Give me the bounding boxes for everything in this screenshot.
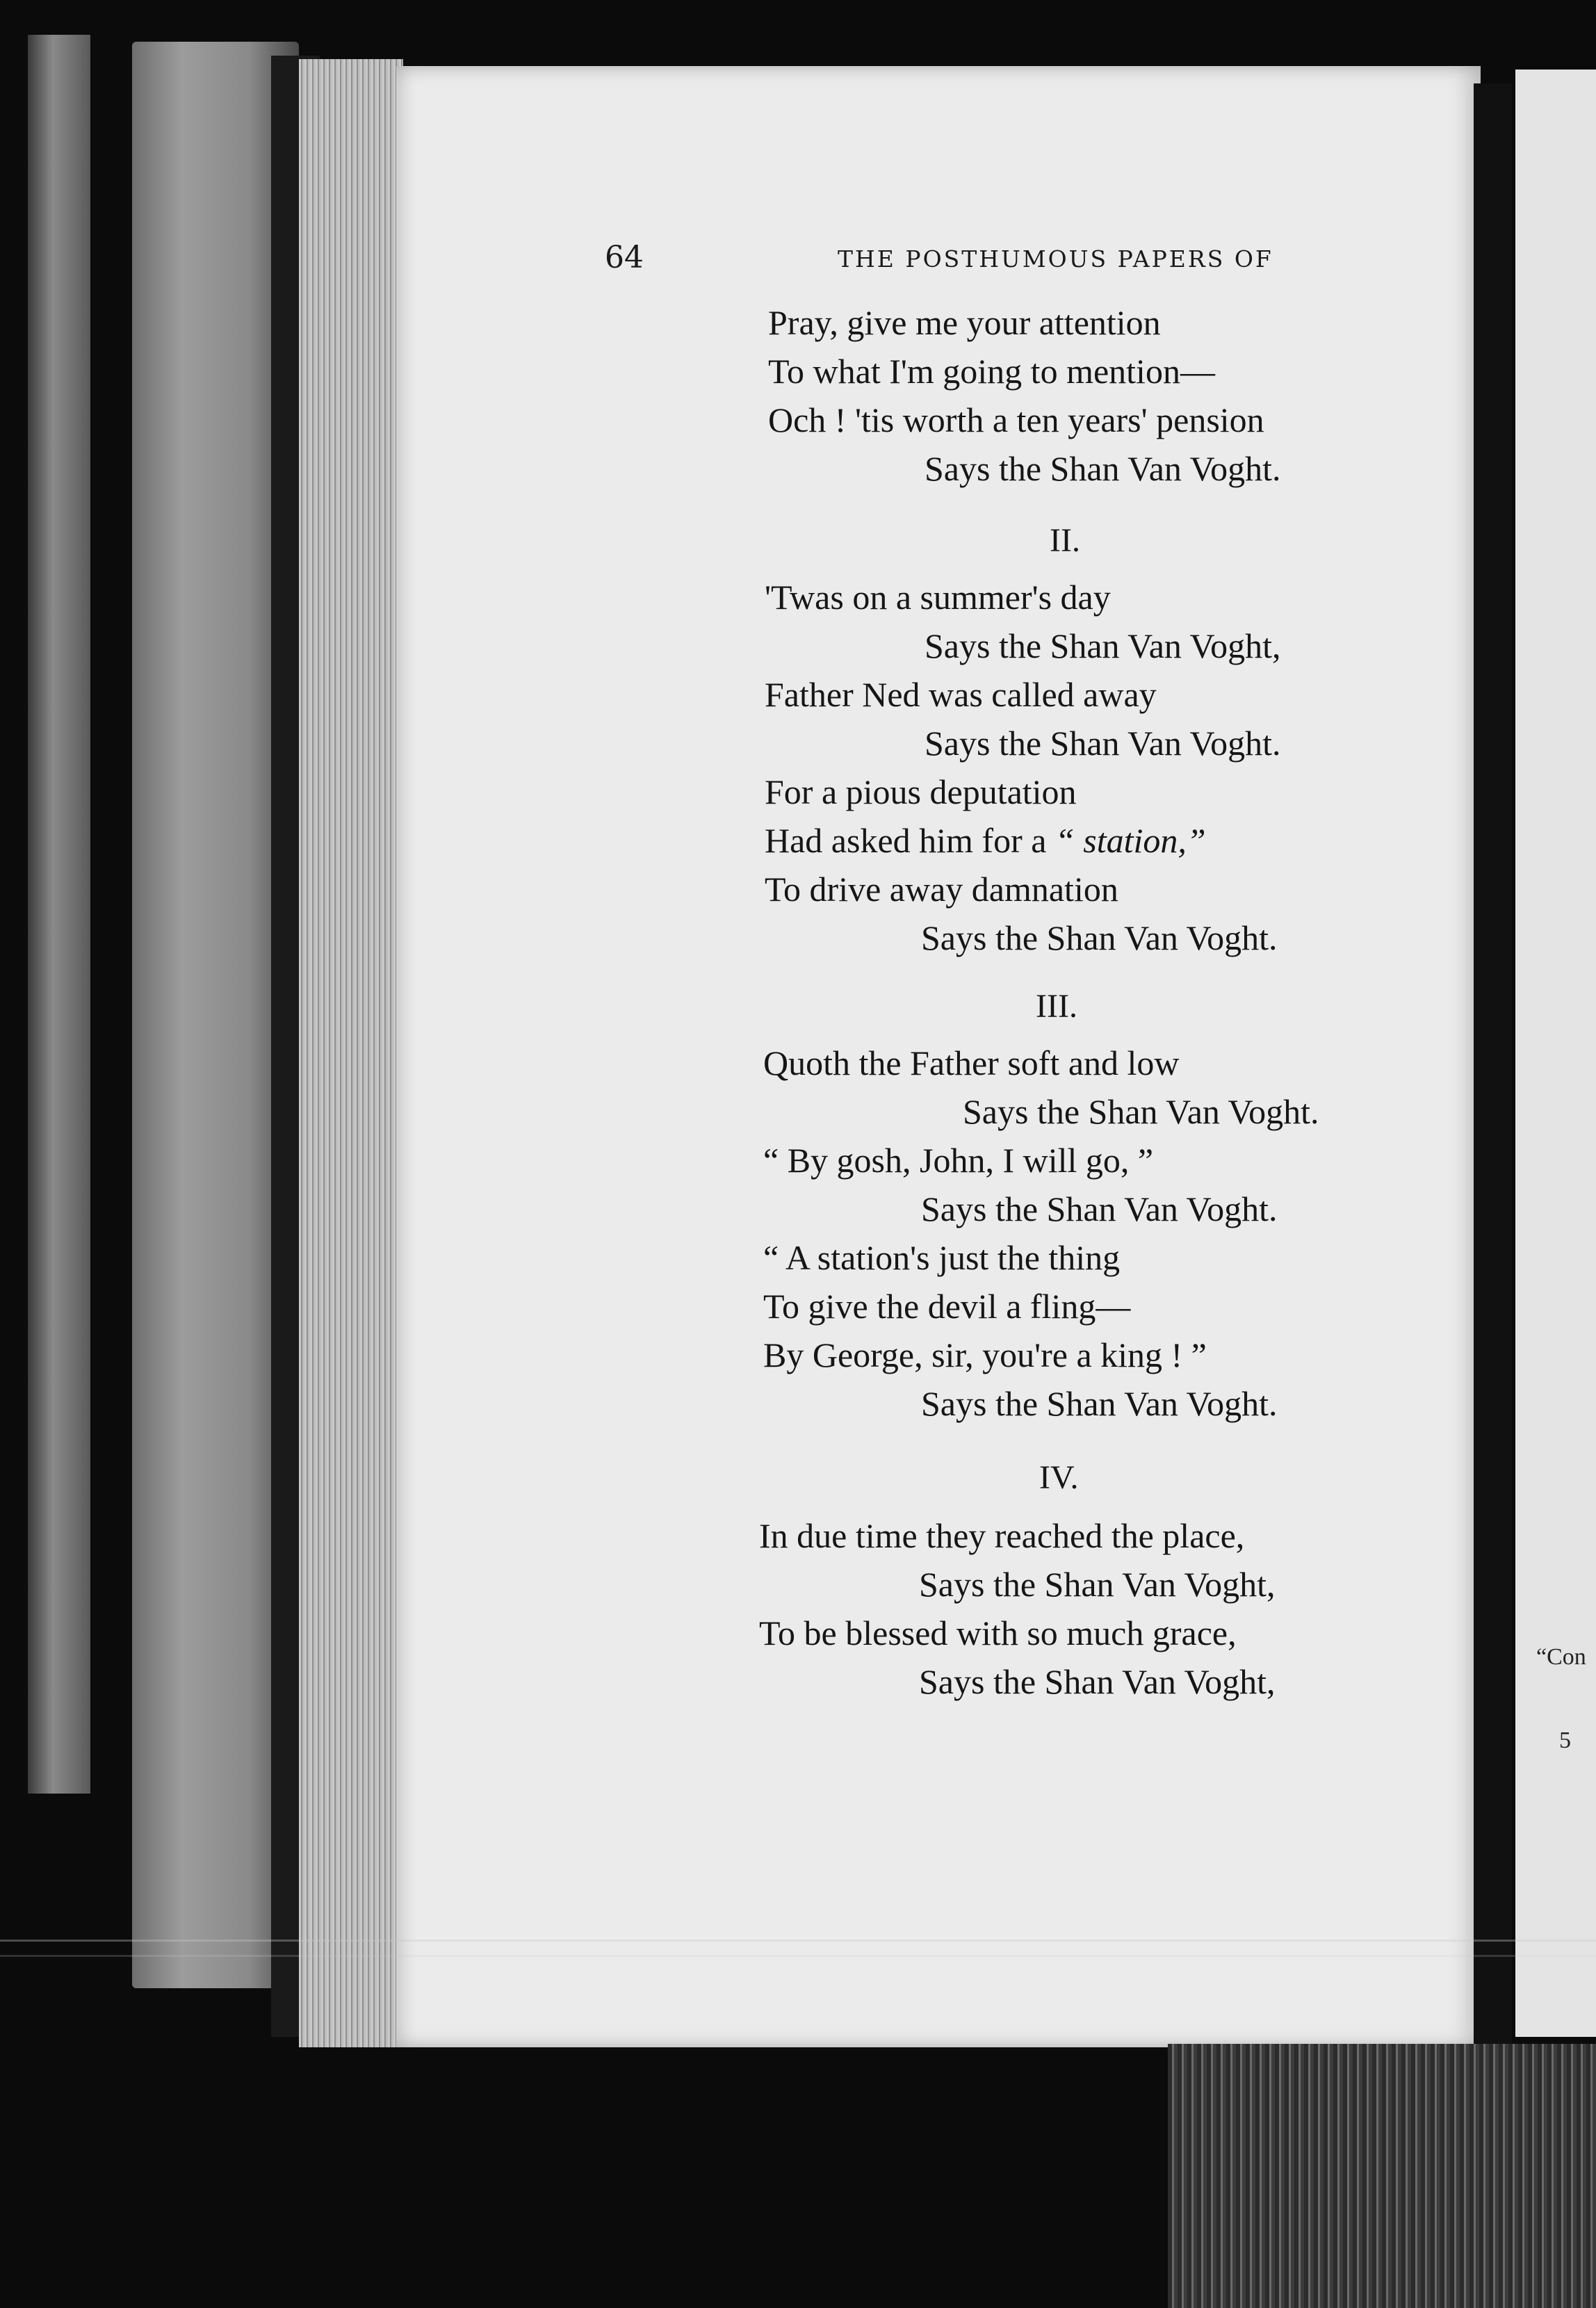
- page-gutter: [1474, 83, 1512, 2044]
- book-cover-edge: [28, 35, 90, 1794]
- poem-refrain: Says the Shan Van Voght.: [921, 1189, 1278, 1228]
- poem-line: To drive away damnation: [765, 870, 1118, 909]
- bottom-page-edges: [1168, 2044, 1596, 2308]
- poem-refrain: Says the Shan Van Voght,: [925, 626, 1281, 665]
- poem-refrain: Says the Shan Van Voght,: [919, 1662, 1276, 1701]
- next-page-number-fragment: 5: [1559, 1728, 1571, 1753]
- running-head-title: THE POSTHUMOUS PAPERS OF: [838, 245, 1273, 273]
- stanza-numeral: IV.: [1039, 1459, 1079, 1496]
- poem-refrain: Says the Shan Van Voght.: [963, 1092, 1319, 1131]
- poem-line: To give the devil a fling—: [763, 1287, 1131, 1326]
- next-page-text-fragment: “Con: [1536, 1644, 1586, 1670]
- poem-line: Quoth the Father soft and low: [763, 1043, 1180, 1082]
- scan-artifact-line: [0, 1940, 1596, 1942]
- poem-line: To be blessed with so much grace,: [759, 1614, 1237, 1652]
- stanza-numeral: III.: [1036, 988, 1077, 1025]
- stanza-numeral: II.: [1050, 522, 1080, 559]
- poem-line-text: Had asked him for a: [765, 821, 1047, 860]
- poem-line: Pray, give me your attention: [768, 303, 1161, 342]
- page-number: 64: [605, 240, 644, 275]
- next-page-edge: [1515, 70, 1596, 2037]
- poem-line: “ By gosh, John, I will go, ”: [763, 1141, 1154, 1180]
- poem-refrain: Says the Shan Van Voght,: [919, 1565, 1276, 1604]
- poem-line-italic: “ station,”: [1054, 821, 1206, 860]
- poem-refrain: Says the Shan Van Voght.: [925, 724, 1281, 763]
- poem-line: By George, sir, you're a king ! ”: [763, 1335, 1207, 1374]
- poem-refrain: Says the Shan Van Voght.: [925, 449, 1281, 488]
- scan-artifact-line: [0, 1955, 1596, 1957]
- page-edges: [299, 59, 403, 2047]
- poem-line: [765, 820, 1206, 861]
- poem-line: Och ! 'tis worth a ten years' pension: [768, 400, 1264, 439]
- poem-line: To what I'm going to mention—: [768, 352, 1215, 391]
- running-head: [0, 240, 1596, 282]
- poem-refrain: Says the Shan Van Voght.: [921, 1384, 1278, 1423]
- poem-line: For a pious deputation: [765, 772, 1077, 811]
- poem-line: “ A station's just the thing: [763, 1238, 1121, 1277]
- poem-line: In due time they reached the place,: [759, 1516, 1245, 1555]
- poem-refrain: Says the Shan Van Voght.: [921, 918, 1278, 957]
- poem-line: 'Twas on a summer's day: [765, 578, 1111, 617]
- poem-line: Father Ned was called away: [765, 675, 1157, 714]
